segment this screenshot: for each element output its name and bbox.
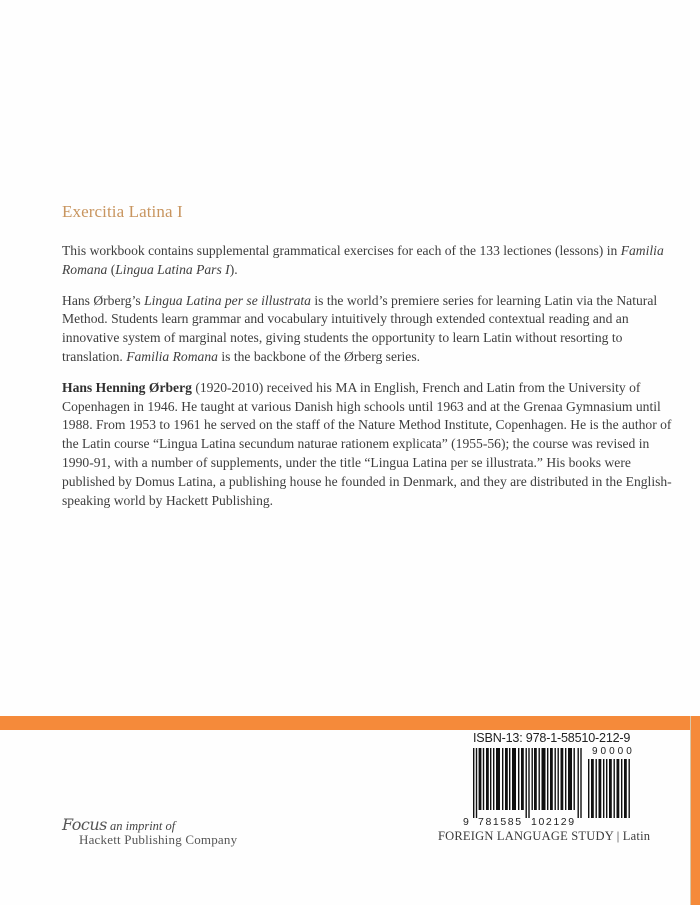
book-title: Exercitia Latina I xyxy=(62,202,183,221)
barcode-digits-right: 102129 xyxy=(531,816,576,828)
barcode-addon-digits: 90000 xyxy=(592,746,635,757)
focus-logo: Focus xyxy=(62,815,107,834)
text: is the backbone of the Ørberg series. xyxy=(217,348,421,364)
barcode-icon xyxy=(473,748,583,818)
italic-title: Familia Romana xyxy=(126,348,218,364)
description xyxy=(62,242,682,522)
paragraph-intro xyxy=(62,242,682,280)
author-name: Hans Henning Ørberg xyxy=(62,379,192,395)
text: is the world’s premiere series for learning Latin via the Natural Method. Students learn grammar and vocabulary intuitively through extended contextual reading and an innovative system of marginal notes, giving students the opportunity to learn Latin without resorting to translation. xyxy=(62,292,658,364)
barcode-addon-bars-icon xyxy=(588,759,632,818)
isbn-label: ISBN-13: 978-1-58510-212-9 xyxy=(473,731,631,745)
text: Hans Ørberg’s xyxy=(62,292,145,308)
text: ( xyxy=(107,261,116,277)
italic-title: Lingua Latina Pars I xyxy=(115,261,230,277)
paragraph-series xyxy=(62,292,682,367)
paragraph-author-bio xyxy=(62,379,682,511)
barcode-digits-left: 781585 xyxy=(478,816,523,828)
barcode-addon-icon xyxy=(588,759,632,818)
italic-title: Lingua Latina per se illustrata xyxy=(144,292,311,308)
barcode-digit-first: 9 xyxy=(463,816,471,828)
imprint-text: an imprint of xyxy=(106,819,176,833)
subject-category: FOREIGN LANGUAGE STUDY | Latin xyxy=(438,829,651,843)
italic-title: Familia Romana xyxy=(62,243,664,277)
text: This workbook contains supplemental grammatical exercises for each of the 133 lectiones (lessons) in xyxy=(62,243,621,258)
orange-stripe-vertical xyxy=(690,716,700,905)
text: (1920-2010) received his MA in English, French and Latin from the University of Copenhagen in 1946. He taught at various Danish high schools until 1963 and at the Grenaa Gymnasium until 1988. From 1953 to 1961 he served on the staff of the Nature Method Institute, Copenhagen. He is the author of the Latin course “Lingua Latina secundum naturae rationem explicata” (1955-56); the course was revised in 1990-91, with a number of supplements, under the title “Lingua Latina per se illustrata.” His books were published by Domus Latina, a publishing house he founded in Denmark, and they are distributed in the English-speaking world by Hackett Publishing. xyxy=(62,379,672,508)
orange-stripe-horizontal xyxy=(0,716,700,730)
text: ). xyxy=(229,261,238,277)
publisher-name: Hackett Publishing Company xyxy=(79,832,238,847)
barcode-main-bars-icon xyxy=(473,748,583,818)
